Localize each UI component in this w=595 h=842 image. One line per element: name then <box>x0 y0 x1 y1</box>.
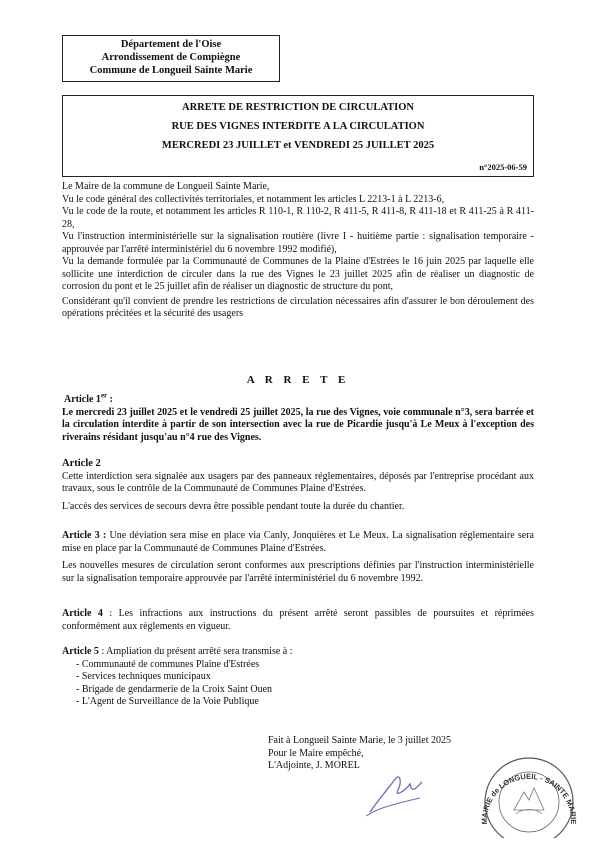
article-1-sup: er <box>100 392 108 400</box>
list-item: - Communauté de communes Plaine d'Estrées <box>86 659 534 672</box>
article-5-text: : Ampliation du présent arrêté sera transmise à : <box>98 646 293 657</box>
article-3-text-1: Une déviation sera mise en place via Canly, Jonquières et Le Meux. La signalisation réglementaire sera mise en place par la Communauté de Communes Plaine d'Estrées. <box>62 530 534 554</box>
title-line-2: RUE DES VIGNES INTERDITE A LA CIRCULATION <box>171 121 425 132</box>
article-3-text-2: Les nouvelles mesures de circulation seront conformes aux prescriptions définies par l'instruction interministérielle sur la signalisation temporaire approuvée par l'arrêté interministériel du 6 novembre 1992. <box>62 560 534 584</box>
municipal-seal-stamp <box>478 752 580 838</box>
article-5-title: Article 5 <box>62 646 99 657</box>
article-3 <box>62 530 534 585</box>
preamble-vu-instruction: Vu l'instruction interministérielle sur la signalisation routière (livre I - huitième partie : signalisation temporaire - approuvée par l'arrêté interministériel du 6 novembre 1992 modifié), <box>62 231 534 255</box>
department-line: Département de l'Oise <box>120 39 222 50</box>
decree-number: n°2025-06-59 <box>479 162 527 172</box>
list-item: - Services techniques municipaux <box>86 671 534 684</box>
list-item: - Brigade de gendarmerie de la Croix Saint Ouen <box>86 684 534 697</box>
handwritten-signature <box>360 768 430 820</box>
article-4-text: : Les infractions aux instructions du présent arrêté seront passibles de poursuites et réprimées conformément aux règlements en vigueur. <box>62 608 534 632</box>
article-2-text-2: L'accès des services de secours devra être possible pendant toute la durée du chantier. <box>62 500 405 512</box>
title-box <box>62 95 534 177</box>
signature-name: L'Adjointe, J. MOREL <box>268 760 360 771</box>
article-1 <box>62 390 534 444</box>
article-2 <box>62 458 534 513</box>
article-1-title: Article 1 <box>64 394 101 406</box>
seal-text-top: MAIRIE de LONGUEIL - SAINTE MARIE <box>479 771 579 825</box>
article-4-title: Article 4 <box>62 608 103 619</box>
article-4 <box>62 608 534 633</box>
preamble-considerant: Considérant qu'il convient de prendre les restrictions de circulation nécessaires afin d'assurer le bon déroulement des opérations précitées et la sécurité des usagers <box>62 295 534 319</box>
preamble-vu-code-route: Vu le code de la route, et notamment les articles R 110-1, R 110-2, R 411-5, R 411-8, R 411-18 et R 411-25 à R 411-28, <box>62 206 534 230</box>
arrondissement-line: Arrondissement de Compiègne <box>101 52 241 63</box>
signature-place-date: Fait à Longueil Sainte Marie, le 3 juillet 2025 <box>268 735 452 746</box>
svg-text:MAIRIE de LONGUEIL - SAINTE MA <box>480 772 578 825</box>
list-item: - L'Agent de Surveillance de la Voie Publique <box>86 696 534 709</box>
signature-delegation: Pour le Maire empêché, <box>268 747 364 759</box>
title-line-3: MERCREDI 23 JUILLET et VENDREDI 25 JUILLET 2025 <box>161 140 435 151</box>
arrete-heading: A R R E T E <box>246 374 350 386</box>
title-line-1: ARRETE DE RESTRICTION DE CIRCULATION <box>181 102 414 113</box>
preamble-vu-cgct: Vu le code général des collectivités territoriales, et notamment les articles L 2213-1 à L 2213-6, <box>62 193 445 205</box>
article-1-colon: : <box>107 394 113 406</box>
article-2-title: Article 2 <box>62 458 101 469</box>
article-2-text-1: Cette interdiction sera signalée aux usagers par des panneaux réglementaires, déposés par l'entreprise procédant aux travaux, sous le contrôle de la Communauté de Communes Plaine d'Estrées. <box>62 470 534 494</box>
distribution-list <box>62 659 534 709</box>
preamble <box>62 181 534 321</box>
article-5 <box>62 646 534 709</box>
article-3-title: Article 3 : <box>62 530 107 541</box>
preamble-mayor: Le Maire de la commune de Longueil Sainte Marie, <box>62 181 270 192</box>
article-1-text: Le mercredi 23 juillet 2025 et le vendredi 25 juillet 2025, la rue des Vignes, voie communale n°3, sera barrée et la circulation interdite à partir de son intersection avec la rue de Picardie jusqu'à Le Meux à l'exception des riverains résidant jusqu'au n°4 rue des Vignes. <box>62 406 534 443</box>
administrative-header <box>62 35 280 82</box>
commune-line: Commune de Longueil Sainte Marie <box>89 65 253 76</box>
preamble-vu-demande: Vu la demande formulée par la Communauté de Communes de la Plaine d'Estrées le 16 juin 2025 par laquelle elle sollicite une interdiction de circuler dans la rue des Vignes le 23 juillet 2025 afin de réaliser un diagnostic de corrosion du pont et le 25 juillet afin de réaliser un diagnostic de structure du pont, <box>62 256 534 292</box>
